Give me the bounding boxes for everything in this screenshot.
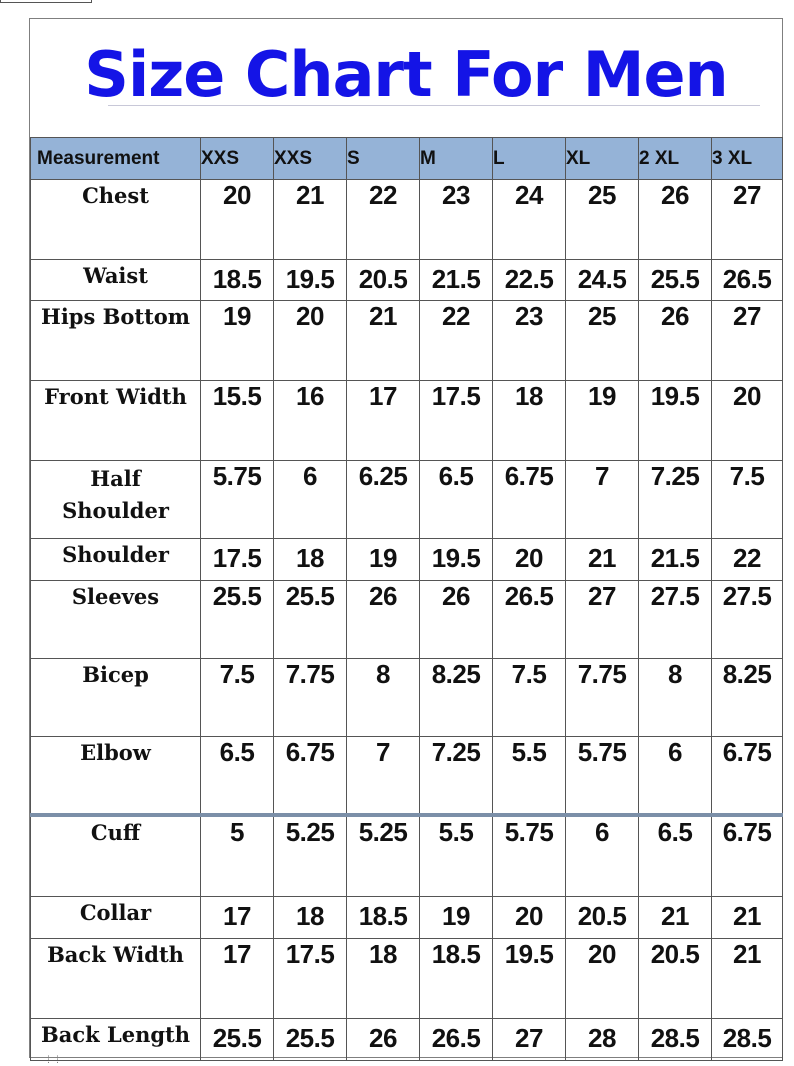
table-row [31,815,783,897]
table-cell: 20 [493,539,566,581]
header-size: 2 XL [639,138,712,180]
table-cell: 21.5 [639,539,712,581]
table-cell: 25.5 [274,581,347,659]
table-cell: 5.75 [566,737,639,815]
table-cell: 19.5 [493,939,566,1019]
table-cell: 19 [201,301,274,381]
table-row [31,180,783,260]
table-cell: 7.5 [712,461,783,539]
header-size: M [420,138,493,180]
table-cell: 17.5 [420,381,493,461]
row-label: Waist [31,260,201,301]
table-cell: 20 [274,301,347,381]
table-cell: 5.25 [347,815,420,897]
row-label: Chest [31,180,201,260]
title-area [30,19,782,138]
table-cell: 27 [566,581,639,659]
table-body [31,180,783,1061]
row-label: Sleeves [31,581,201,659]
table-cell: 21.5 [420,260,493,301]
table-cell: 7.75 [274,659,347,737]
table-cell: 6 [274,461,347,539]
table-cell: 19 [566,381,639,461]
table-cell: 26 [420,581,493,659]
header-size: XXS [201,138,274,180]
table-cell: 28 [566,1019,639,1061]
table-row [31,737,783,815]
table-cell: 17 [347,381,420,461]
table-cell: 20.5 [639,939,712,1019]
table-cell: 15.5 [201,381,274,461]
table-cell: 21 [566,539,639,581]
table-cell: 8.25 [712,659,783,737]
table-cell: 6.5 [639,815,712,897]
table-cell: 7.25 [639,461,712,539]
table-cell: 6.25 [347,461,420,539]
row-label: Back Length [31,1019,201,1061]
table-cell: 7.5 [493,659,566,737]
size-chart-sheet [29,18,783,1058]
table-cell: 26.5 [420,1019,493,1061]
table-cell: 18.5 [420,939,493,1019]
table-cell: 7.5 [201,659,274,737]
table-cell: 19 [347,539,420,581]
table-cell: 19.5 [639,381,712,461]
table-cell: 6.5 [420,461,493,539]
table-cell: 8.25 [420,659,493,737]
table-cell: 6.75 [493,461,566,539]
table-cell: 7.25 [420,737,493,815]
table-cell: 6 [639,737,712,815]
row-label: Shoulder [31,539,201,581]
row-label: Front Width [31,381,201,461]
header-size: S [347,138,420,180]
table-cell: 23 [420,180,493,260]
table-cell: 8 [347,659,420,737]
table-cell: 25.5 [201,581,274,659]
table-cell: 20 [712,381,783,461]
header-row [31,138,783,180]
table-cell: 20 [493,897,566,939]
table-row [31,897,783,939]
table-cell: 19.5 [274,260,347,301]
table-cell: 18.5 [201,260,274,301]
table-cell: 25 [566,301,639,381]
table-cell: 18 [274,539,347,581]
table-cell: 21 [347,301,420,381]
table-cell: 5.75 [201,461,274,539]
row-label: Half Shoulder [31,461,201,539]
table-cell: 28.5 [712,1019,783,1061]
row-label: Bicep [31,659,201,737]
table-cell: 5.5 [420,815,493,897]
table-cell: 16 [274,381,347,461]
table-cell: 25.5 [639,260,712,301]
table-cell: 27.5 [712,581,783,659]
table-row [31,539,783,581]
header-size: XL [566,138,639,180]
table-cell: 20.5 [347,260,420,301]
table-cell: 21 [639,897,712,939]
table-cell: 17 [201,939,274,1019]
table-cell: 17.5 [274,939,347,1019]
table-cell: 26.5 [493,581,566,659]
table-cell: 25.5 [274,1019,347,1061]
table-row [31,301,783,381]
table-cell: 21 [712,897,783,939]
table-cell: 7 [566,461,639,539]
table-cell: 19.5 [420,539,493,581]
table-cell: 18 [347,939,420,1019]
table-cell: 18.5 [347,897,420,939]
page-title: Size Chart For Men [84,38,728,111]
table-cell: 20 [201,180,274,260]
table-cell: 24 [493,180,566,260]
table-row [31,659,783,737]
table-row [31,260,783,301]
table-cell: 7.75 [566,659,639,737]
table-cell: 8 [639,659,712,737]
table-cell: 6 [566,815,639,897]
table-cell: 28.5 [639,1019,712,1061]
table-cell: 5.75 [493,815,566,897]
table-cell: 27 [712,301,783,381]
table-cell: 22 [712,539,783,581]
table-row [31,939,783,1019]
table-row [31,1019,783,1061]
header-measurement: Measurement [31,138,201,180]
table-row [31,461,783,539]
table-cell: 27 [493,1019,566,1061]
header-size: L [493,138,566,180]
table-cell: 22 [347,180,420,260]
table-cell: 21 [712,939,783,1019]
table-cell: 17.5 [201,539,274,581]
table-cell: 6.5 [201,737,274,815]
row-label: Back Width [31,939,201,1019]
row-label: Cuff [31,815,201,897]
table-row [31,581,783,659]
header-size: XXS [274,138,347,180]
table-cell: 26 [639,180,712,260]
corner-marker [0,0,92,3]
table-cell: 26 [347,581,420,659]
table-cell: 6.75 [274,737,347,815]
table-cell: 6.75 [712,737,783,815]
row-label: Hips Bottom [31,301,201,381]
table-row [31,381,783,461]
table-cell: 19 [420,897,493,939]
table-cell: 27.5 [639,581,712,659]
table-cell: 26 [639,301,712,381]
header-size: 3 XL [712,138,783,180]
table-cell: 24.5 [566,260,639,301]
table-move-handle-icon[interactable]: ⋮⋮ [44,1055,62,1065]
row-label: Collar [31,897,201,939]
row-label: Elbow [31,737,201,815]
table-cell: 5.25 [274,815,347,897]
table-cell: 25 [566,180,639,260]
table-cell: 6.75 [712,815,783,897]
table-cell: 26.5 [712,260,783,301]
table-cell: 5.5 [493,737,566,815]
size-table [30,137,783,1061]
table-cell: 18 [274,897,347,939]
table-cell: 20 [566,939,639,1019]
table-cell: 22.5 [493,260,566,301]
table-cell: 23 [493,301,566,381]
table-cell: 5 [201,815,274,897]
table-cell: 7 [347,737,420,815]
table-cell: 18 [493,381,566,461]
table-cell: 22 [420,301,493,381]
table-cell: 27 [712,180,783,260]
table-cell: 26 [347,1019,420,1061]
table-cell: 17 [201,897,274,939]
table-cell: 25.5 [201,1019,274,1061]
table-cell: 20.5 [566,897,639,939]
table-cell: 21 [274,180,347,260]
